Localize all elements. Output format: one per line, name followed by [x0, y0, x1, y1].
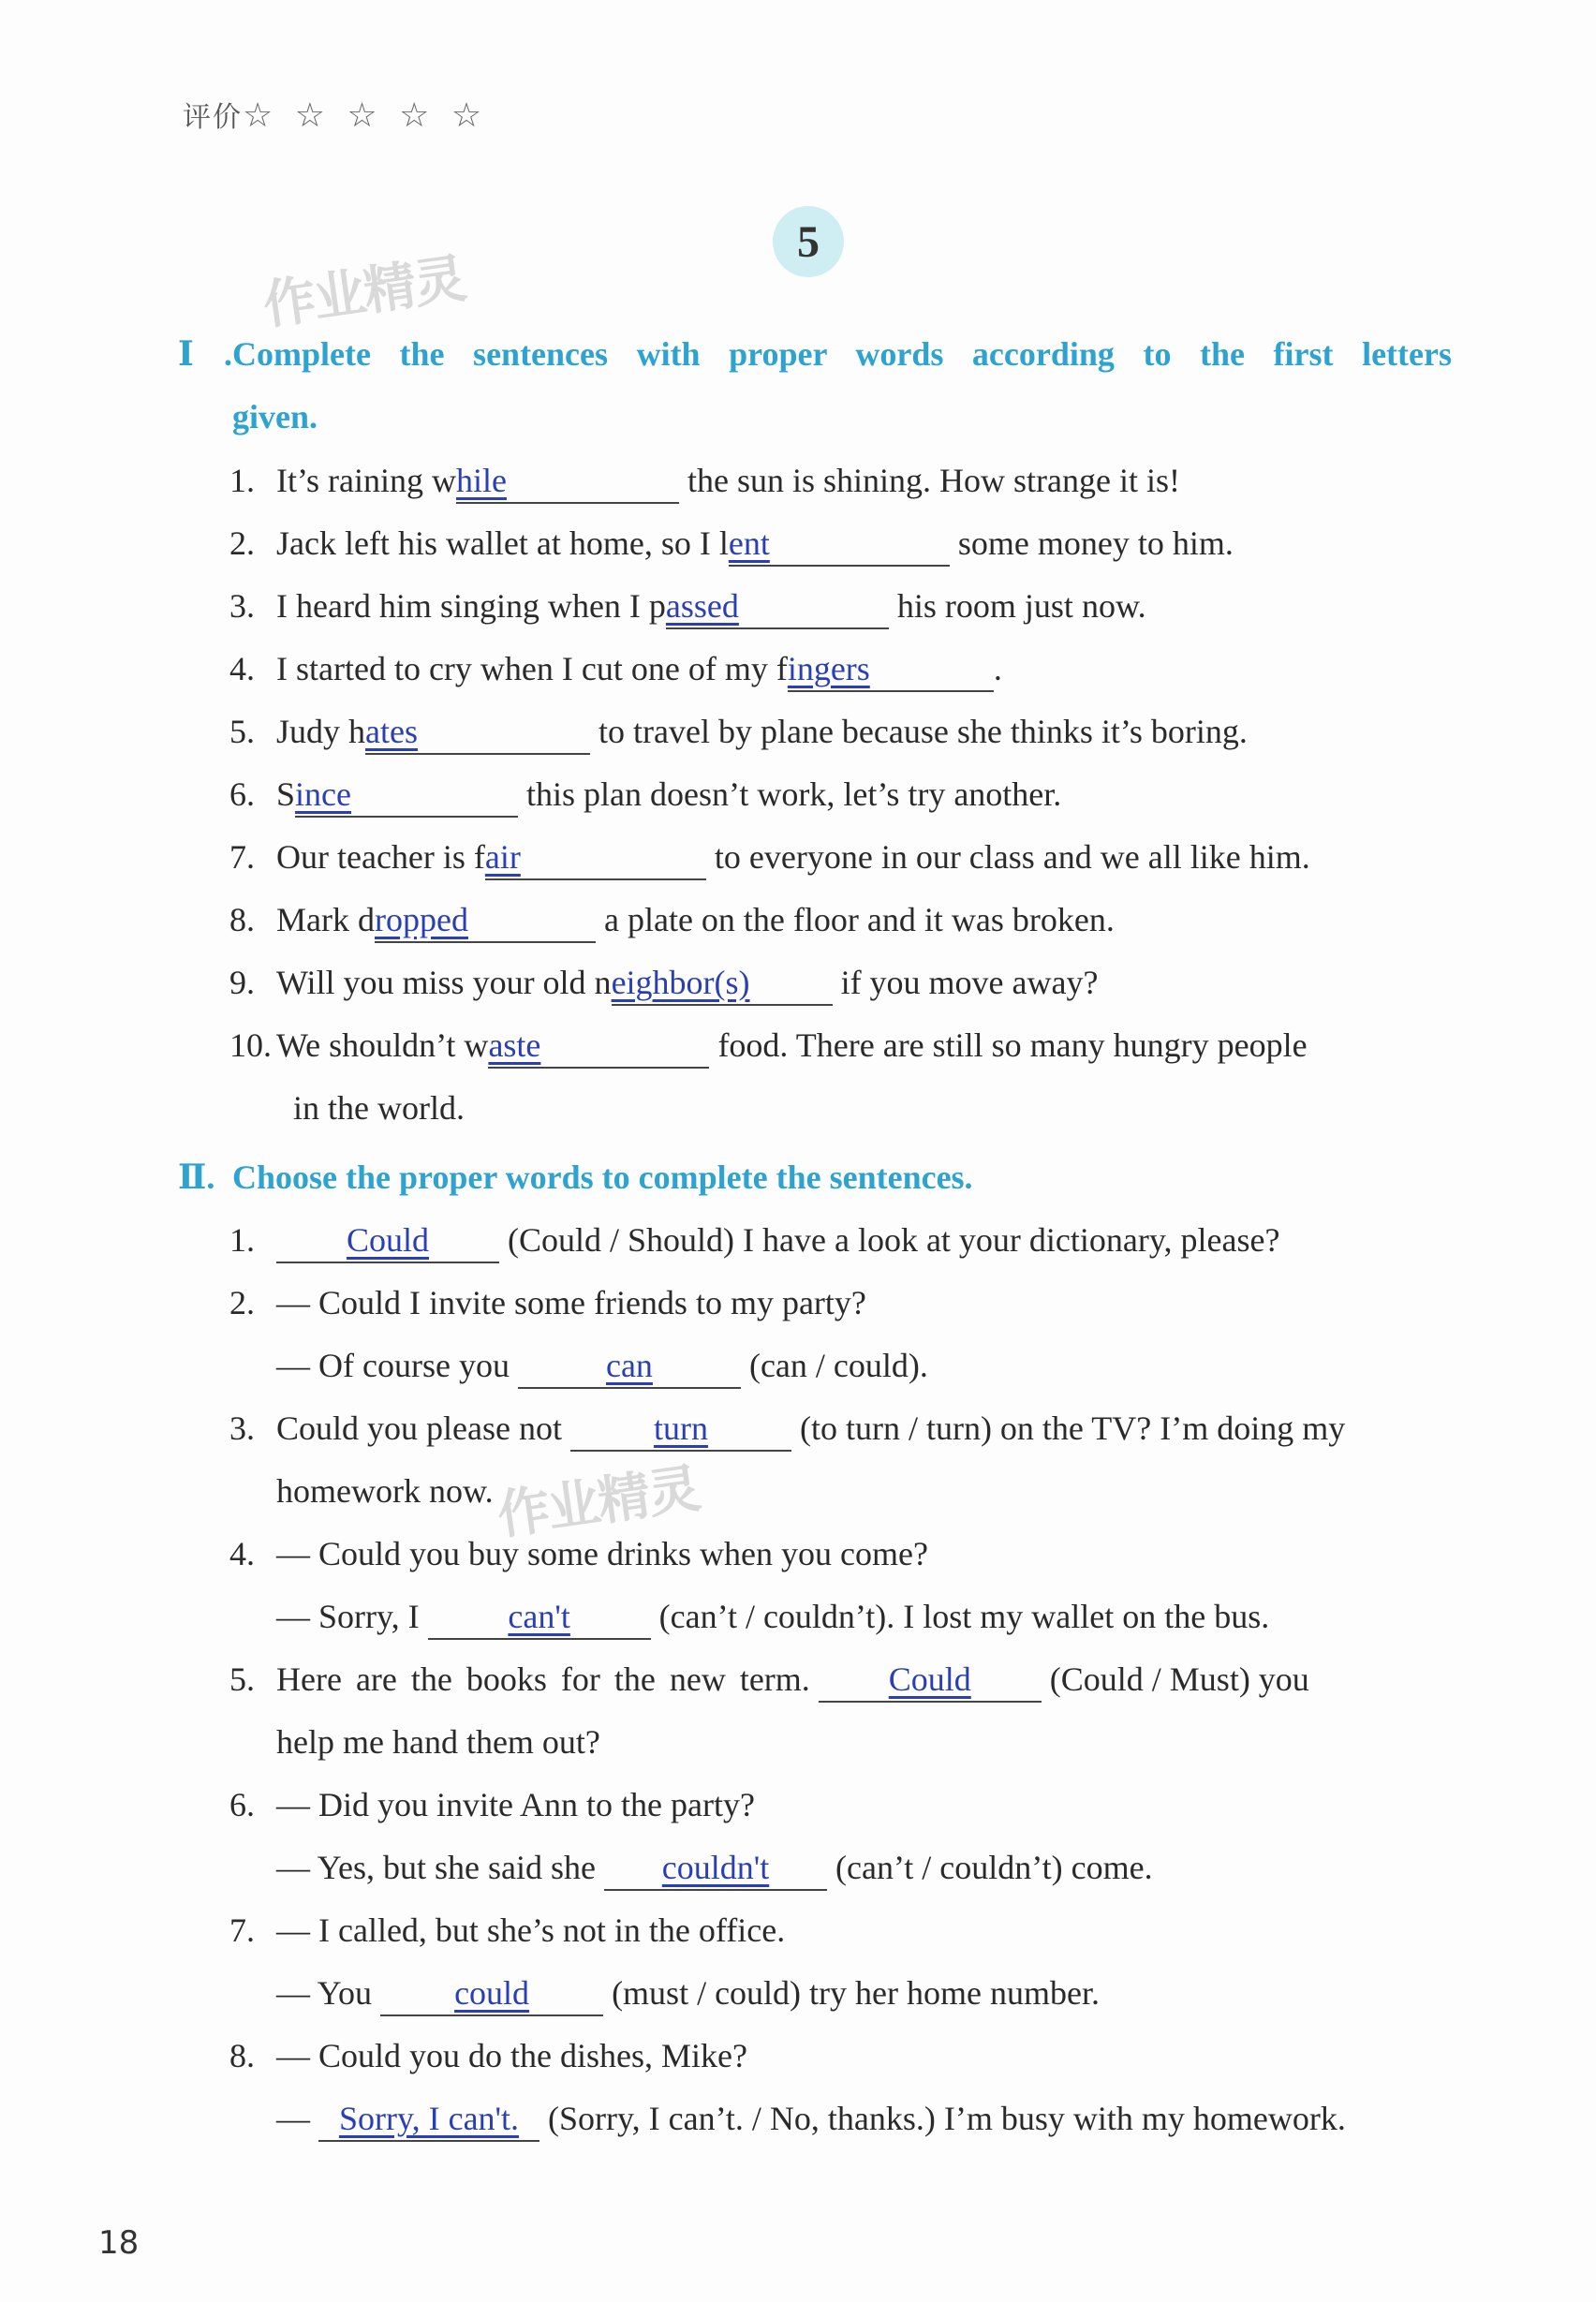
- question-text: (can / could).: [748, 1347, 928, 1384]
- answer-text: can't: [508, 1598, 570, 1635]
- answer-text: Sorry, I can't.: [338, 2100, 520, 2137]
- question-text: I started to cry when I cut one of my f: [276, 650, 788, 687]
- question-text: if you move away?: [840, 964, 1099, 1001]
- question-number: 3.: [229, 587, 255, 625]
- answer-text: ince: [295, 775, 351, 813]
- question-text: some money to him.: [957, 524, 1234, 562]
- question-text: — Could you buy some drinks when you come?: [276, 1535, 928, 1572]
- question-number: 10.: [229, 1026, 272, 1064]
- question-text: .: [993, 650, 1002, 687]
- question-number: 6.: [229, 775, 255, 813]
- question-number: 7.: [229, 838, 255, 876]
- question-text: I heard him singing when I p: [276, 587, 666, 625]
- question-text: We shouldn’t w: [276, 1026, 489, 1064]
- answer-text: assed: [665, 587, 739, 625]
- question-number: 5.: [229, 713, 255, 750]
- answer-text: ent: [728, 524, 770, 562]
- question-item-continued: [229, 2088, 1503, 2150]
- question-item: [229, 889, 1456, 952]
- answer-blank[interactable]: [729, 522, 950, 567]
- question-text: (must / could) try her home number.: [612, 1974, 1100, 2012]
- section-title-text: Choose the proper words to complete the sentences.: [232, 1158, 973, 1196]
- answer-blank[interactable]: [819, 1658, 1042, 1703]
- question-text: the sun is shining. How strange it is!: [687, 462, 1180, 499]
- answer-blank[interactable]: [456, 459, 679, 504]
- section-title-text: Complete the sentences with proper words according to the first letters: [232, 335, 1452, 373]
- question-item: [229, 512, 1456, 575]
- question-number: 1.: [229, 1221, 255, 1259]
- answer-text: could: [454, 1974, 530, 2012]
- answer-text: ates: [365, 713, 418, 750]
- question-text: (can’t / couldn’t) come.: [835, 1849, 1153, 1886]
- question-item: [229, 1272, 1456, 1335]
- question-text: — Could you do the dishes, Mike?: [276, 2037, 747, 2074]
- question-text: — I called, but she’s not in the office.: [276, 1911, 786, 1949]
- answer-text: couldn't: [661, 1849, 770, 1886]
- answer-text: Could: [346, 1221, 429, 1259]
- answer-blank[interactable]: [365, 710, 590, 755]
- question-text: Could you please not: [276, 1409, 562, 1447]
- question-item: [229, 1014, 1456, 1077]
- answer-text: ropped: [374, 901, 468, 938]
- question-text: — Did you invite Ann to the party?: [276, 1786, 755, 1823]
- question-text: (Could / Should) I have a look at your dictionary, please?: [508, 1221, 1280, 1259]
- question-text: food. There are still so many hungry people: [717, 1026, 1308, 1064]
- answer-text: can: [605, 1347, 653, 1384]
- question-text: Judy h: [276, 713, 366, 750]
- question-item: [229, 1648, 1456, 1711]
- question-text: (Sorry, I can’t. / No, thanks.) I’m busy with my homework.: [548, 2100, 1346, 2137]
- section-number: Ⅰ.: [178, 335, 232, 373]
- question-number: 4.: [229, 1535, 255, 1572]
- answer-text: hile: [455, 462, 507, 499]
- question-text: (can’t / couldn’t). I lost my wallet on the bus.: [658, 1598, 1270, 1635]
- question-item-continued: in the world.: [293, 1089, 465, 1127]
- question-item: [229, 575, 1456, 638]
- question-item: [229, 638, 1456, 701]
- watermark: 作业精灵: [494, 1458, 703, 1547]
- question-item: [229, 1209, 1456, 1272]
- question-item: [229, 1523, 1456, 1586]
- question-text: (Could / Must) you: [1049, 1660, 1309, 1698]
- question-item: [229, 701, 1456, 763]
- question-item: [229, 1397, 1456, 1460]
- answer-blank[interactable]: [276, 1218, 499, 1263]
- question-item: [229, 1774, 1456, 1837]
- answer-blank[interactable]: [666, 584, 889, 629]
- question-number: 2.: [229, 524, 255, 562]
- rating: [183, 94, 487, 135]
- question-item: [229, 826, 1456, 889]
- section-number: Ⅱ.: [178, 1158, 215, 1196]
- page-number: 18: [98, 2224, 140, 2262]
- answer-blank[interactable]: [570, 1407, 791, 1452]
- question-text: (to turn / turn) on the TV? I’m doing my: [799, 1409, 1346, 1447]
- answer-blank[interactable]: [788, 647, 994, 692]
- answer-text: turn: [653, 1409, 708, 1447]
- question-item-continued: [229, 1962, 1503, 2025]
- question-text: Will you miss your old n: [276, 964, 612, 1001]
- answer-blank[interactable]: [518, 1344, 741, 1389]
- answer-blank[interactable]: [612, 961, 833, 1006]
- question-item: [229, 1899, 1456, 1962]
- question-text: Here are the books for the new term.: [276, 1660, 810, 1698]
- question-number: 3.: [229, 1409, 255, 1447]
- question-number: 7.: [229, 1911, 255, 1949]
- answer-blank[interactable]: [318, 2097, 539, 2142]
- question-number: 4.: [229, 650, 255, 687]
- question-item: [229, 2025, 1456, 2088]
- question-text: a plate on the floor and it was broken.: [603, 901, 1115, 938]
- question-text: It’s raining w: [276, 462, 456, 499]
- question-item-continued: [229, 1335, 1503, 1397]
- answer-blank[interactable]: [428, 1595, 651, 1640]
- answer-blank[interactable]: [488, 1024, 709, 1069]
- answer-text: air: [484, 838, 521, 876]
- question-item-continued: help me hand them out?: [276, 1723, 600, 1761]
- question-item-continued: [229, 1586, 1503, 1648]
- unit-number-badge: 5: [773, 206, 844, 277]
- question-item-continued: homework now.: [276, 1472, 494, 1510]
- rating-label: 评价: [183, 101, 243, 134]
- question-text: — Of course you: [276, 1347, 510, 1384]
- answer-blank[interactable]: [485, 835, 706, 880]
- question-text: — Sorry, I: [276, 1598, 420, 1635]
- question-number: 8.: [229, 901, 255, 938]
- section-title-text: given.: [232, 398, 318, 435]
- question-text: — You: [276, 1974, 373, 2012]
- question-text: Jack left his wallet at home, so I l: [276, 524, 729, 562]
- question-number: 1.: [229, 462, 255, 499]
- answer-text: eighbor(s): [611, 964, 750, 1001]
- question-item: [229, 952, 1456, 1014]
- question-text: to travel by plane because she thinks it’s boring.: [598, 713, 1248, 750]
- question-item-continued: [229, 1837, 1503, 1899]
- question-text: S: [276, 775, 296, 813]
- question-item: [229, 763, 1456, 826]
- answer-blank[interactable]: [380, 1971, 603, 2016]
- question-text: Mark d: [276, 901, 375, 938]
- question-number: 8.: [229, 2037, 255, 2074]
- question-text: — Yes, but she said she: [276, 1849, 597, 1886]
- question-number: 6.: [229, 1786, 255, 1823]
- question-text: —: [276, 2100, 310, 2137]
- answer-blank[interactable]: [375, 898, 596, 943]
- question-text: this plan doesn’t work, let’s try another.: [526, 775, 1062, 813]
- answer-blank[interactable]: [604, 1846, 827, 1891]
- answer-text: Could: [888, 1660, 971, 1698]
- watermark: 作业精灵: [259, 248, 469, 337]
- section-1-title: [178, 323, 1452, 449]
- question-text: — Could I invite some friends to my party?: [276, 1284, 866, 1321]
- question-item: [229, 450, 1456, 512]
- section-2-title: [178, 1146, 1452, 1209]
- answer-text: ingers: [787, 650, 870, 687]
- question-text: Our teacher is f: [276, 838, 485, 876]
- rating-stars: ☆ ☆ ☆ ☆ ☆: [243, 96, 488, 135]
- question-text: his room just now.: [896, 587, 1146, 625]
- answer-text: aste: [488, 1026, 541, 1064]
- question-number: 2.: [229, 1284, 255, 1321]
- answer-blank[interactable]: [295, 773, 518, 818]
- question-text: to everyone in our class and we all like him.: [714, 838, 1310, 876]
- question-number: 5.: [229, 1660, 255, 1698]
- question-number: 9.: [229, 964, 255, 1001]
